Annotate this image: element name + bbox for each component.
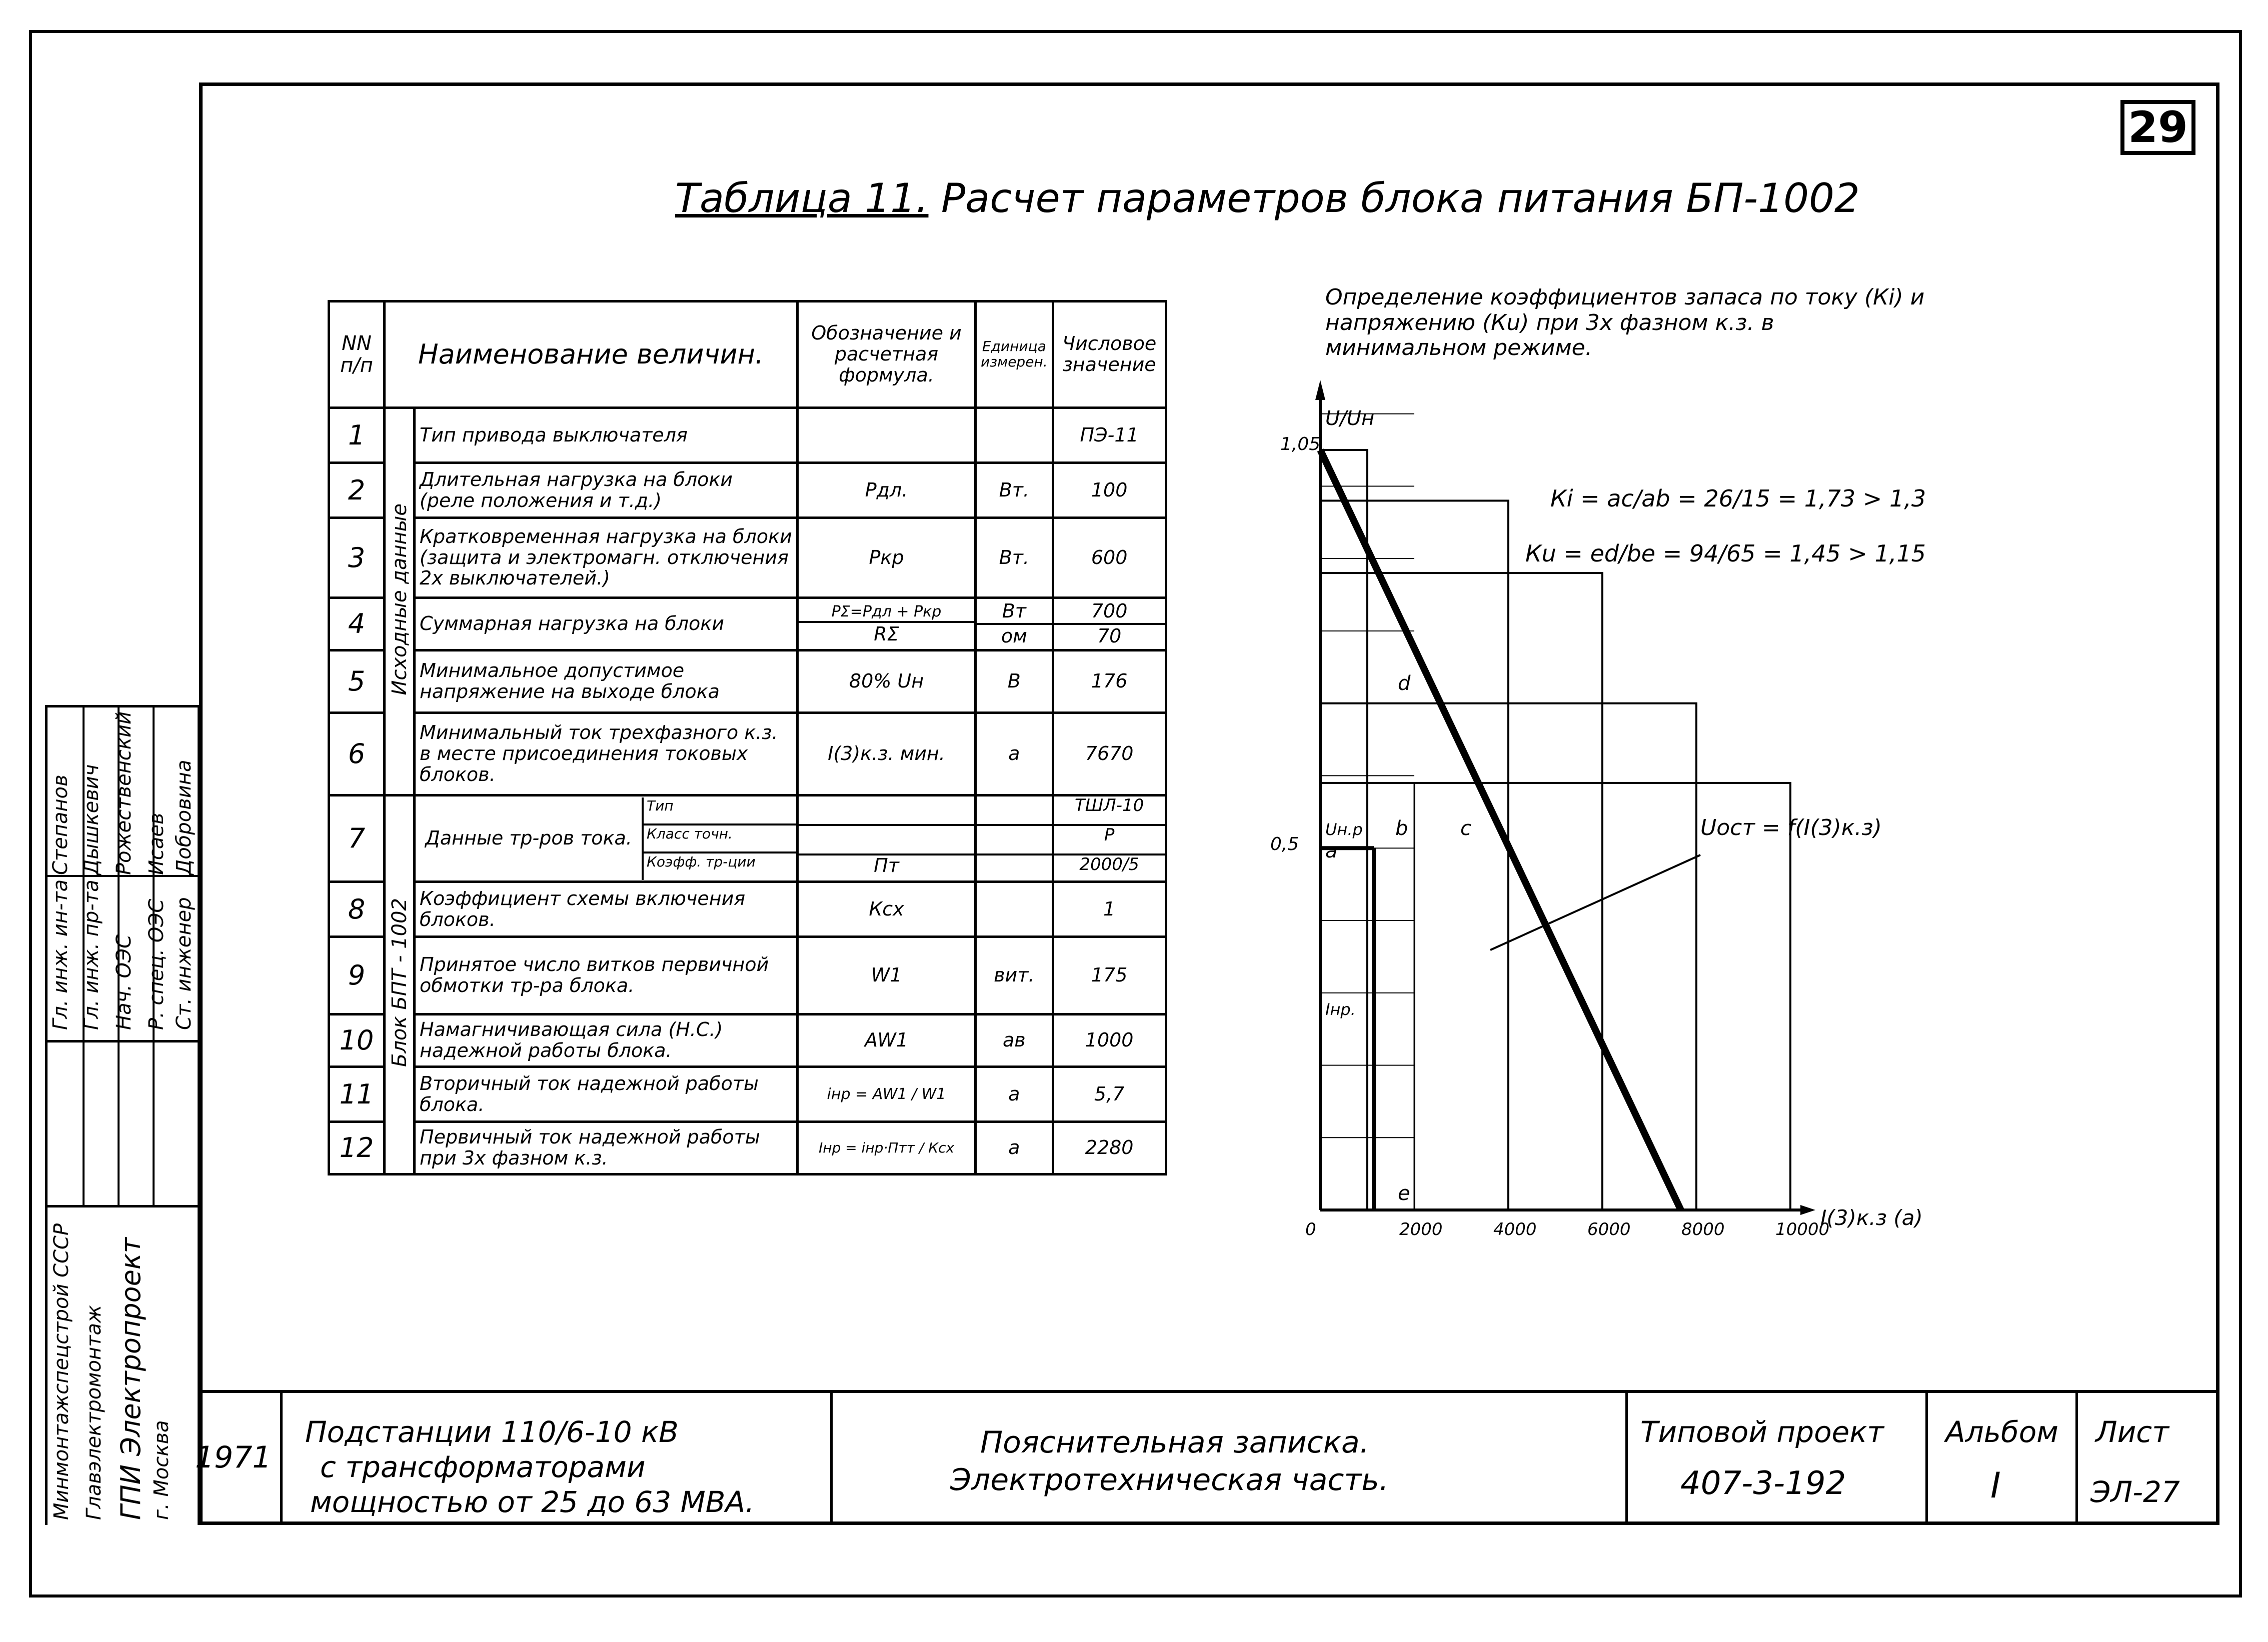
table-title: Расчет параметров блока питания БП-1002 (941, 175, 1860, 222)
row-nn: 6 (329, 713, 385, 796)
row-unit (976, 408, 1053, 463)
stamp-divider (830, 1390, 833, 1525)
group-initial-label: Исходные данные (388, 503, 411, 696)
row-value: 1 (1053, 882, 1166, 937)
role-2: Гл. инж. пр-та (80, 880, 103, 1030)
typical-project-label: Типовой проект (1640, 1415, 1884, 1449)
row-symbol: Ркр (798, 518, 976, 598)
row-name: Длительная нагрузка на блоки (реле положения и т.д.) (415, 463, 798, 518)
header-symbol: Обозначение и расчетная формула. (798, 302, 976, 408)
row-name: Намагничивающая сила (Н.С.) надежной работы блока. (415, 1014, 798, 1067)
table-row (329, 713, 1166, 796)
row-nn: 10 (329, 1014, 385, 1067)
row-unit (976, 796, 1053, 882)
row-symbol (798, 598, 976, 650)
row-unit: ав (976, 1014, 1053, 1067)
row-sub-class: Класс точн. (644, 826, 796, 854)
row-name: Тип привода выключателя (415, 408, 798, 463)
row-value (1053, 796, 1166, 882)
table-row (329, 598, 1166, 650)
row-symbol: Ксх (798, 882, 976, 937)
row-symbol: AW1 (798, 1014, 976, 1067)
row-value-2: 70 (1097, 625, 1122, 647)
x-tick-label: 2000 (1399, 1220, 1443, 1240)
equation-ki: Кi = ac/ab = 26/15 = 1,73 > 1,3 (1550, 485, 1926, 512)
row-sub-ratio: Коэфф. тр-ции (647, 854, 756, 870)
group-initial (385, 408, 415, 796)
header-name: Наименование величин. (385, 302, 798, 408)
chart-grid (1320, 414, 1790, 1210)
doc-title-2: Электротехническая часть. (950, 1462, 1389, 1498)
row-symbol (798, 408, 976, 463)
album-label: Альбом (1945, 1415, 2058, 1449)
table-row (329, 463, 1166, 518)
row-value: 175 (1053, 937, 1166, 1014)
chart-note: Определение коэффициентов запаса по току (Кi) и напряжению (Кu) при 3х фазном к.з. в минимальном режиме. (1325, 284, 1925, 361)
row-value: 100 (1053, 463, 1166, 518)
x-tick-label: 0 (1305, 1220, 1316, 1240)
row-name: Минимальное допустимое напряжение на выходе блока (415, 650, 798, 713)
group-block (385, 796, 415, 1174)
table-row (329, 1067, 1166, 1122)
row-symbol-2: RΣ (874, 622, 899, 645)
stamp-divider (1625, 1390, 1628, 1525)
row-unit-1: Вт (977, 600, 1052, 625)
row-nn: 8 (329, 882, 385, 937)
role-1: Гл. инж. ин-та (49, 879, 72, 1030)
row-nn: 12 (329, 1122, 385, 1174)
row-unit: а (976, 713, 1053, 796)
header-nn: NN п/п (329, 302, 385, 408)
row-symbol: I(3)к.з. мин. (798, 713, 976, 796)
row-value-3: 2000/5 (1079, 854, 1139, 874)
row-nn: 5 (329, 650, 385, 713)
y-axis-arrow (1315, 380, 1325, 400)
row-sub-type: Тип (644, 798, 796, 826)
name-5: Добровина (173, 760, 196, 875)
row-name: Принятое число витков первичной обмотки тр-ра блока. (415, 937, 798, 1014)
row-value: ПЭ-11 (1053, 408, 1166, 463)
table-row (329, 1122, 1166, 1174)
row-value: 7670 (1053, 713, 1166, 796)
row-symbol: W1 (798, 937, 976, 1014)
row-value: 176 (1053, 650, 1166, 713)
table-row (329, 796, 1166, 882)
label-inr: Iнр. (1325, 1000, 1356, 1019)
role-4: Р. спец. ОЭС (145, 898, 168, 1030)
doc-title-1: Пояснительная записка. (980, 1425, 1369, 1460)
row-symbol: Iнр = iнр·Птт / Ксх (798, 1122, 976, 1174)
x-tick-label: 10000 (1775, 1220, 1830, 1240)
header-value: Числовое значение (1053, 302, 1166, 408)
table-row (329, 518, 1166, 598)
stamp-divider (280, 1390, 283, 1525)
calc-table (328, 300, 1167, 1176)
row-unit: а (976, 1122, 1053, 1174)
row-symbol-1: PΣ=Рдл + Ркр (799, 602, 974, 623)
point-c: c (1460, 817, 1471, 840)
name-3: Рожественский (113, 711, 136, 875)
x-axis-arrow (1800, 1205, 1815, 1215)
label-unp: Uн.р (1325, 820, 1363, 839)
row-unit (976, 598, 1053, 650)
typical-project-value: 407-3-192 (1680, 1465, 1846, 1502)
row-name: Кратковременная нагрузка на блоки (защита и электромагн. отключения 2х выключателей.) (415, 518, 798, 598)
table-label: Таблица 11. (675, 175, 929, 222)
row-unit: В (976, 650, 1053, 713)
project-title-1: Подстанции 110/6-10 кВ (305, 1415, 679, 1449)
y-axis-label: U/Uн (1325, 407, 1375, 430)
row-value: 2280 (1053, 1122, 1166, 1174)
row-nn: 7 (329, 796, 385, 882)
x-tick-label: 8000 (1681, 1220, 1725, 1240)
row-name: Минимальный ток трехфазного к.з. в месте присоединения токовых блоков. (415, 713, 798, 796)
row-nn: 4 (329, 598, 385, 650)
role-3: Нач. ОЭС (113, 934, 136, 1030)
project-title-3: мощностью от 25 до 63 МВА. (310, 1485, 755, 1519)
row-symbol: iнр = AW1 / W1 (798, 1067, 976, 1122)
voltage-current-chart (1270, 280, 1940, 1280)
row-name: Первичный ток надежной работы при 3х фазном к.з. (415, 1122, 798, 1174)
label-curve: Uост = f(I(3)к.з) (1700, 815, 1882, 840)
point-a: a (1325, 840, 1338, 862)
y-tick-1-05: 1,05 (1280, 434, 1321, 454)
step-outline (1320, 783, 1790, 1210)
sheet-value: ЭЛ-27 (2090, 1475, 2180, 1509)
album-value: I (1990, 1465, 2001, 1506)
step-outline (1320, 573, 1602, 1210)
row-nn: 9 (329, 937, 385, 1014)
name-4: Исаев (145, 812, 168, 875)
row-symbol: 80% Uн (798, 650, 976, 713)
equation-ku: Кu = ed/be = 94/65 = 1,45 > 1,15 (1525, 540, 1926, 567)
point-b: b (1395, 817, 1408, 840)
y-tick-0-5: 0,5 (1270, 834, 1299, 854)
table-row (329, 650, 1166, 713)
row-value-1: 700 (1054, 600, 1165, 625)
project-title-2: с трансформаторами (320, 1450, 646, 1484)
row-symbol: Рдл. (798, 463, 976, 518)
row-unit-2: ом (1001, 625, 1027, 647)
table-row (329, 882, 1166, 937)
x-tick-label: 6000 (1587, 1220, 1631, 1240)
row-name-main: Данные тр-ров тока. (425, 827, 632, 850)
sheet-label: Лист (2095, 1415, 2169, 1449)
row-value-1: ТШЛ-10 (1054, 796, 1165, 826)
stamp-year: 1971 (195, 1440, 272, 1475)
row-name: Коэффициент схемы включения блоков. (415, 882, 798, 937)
row-unit: а (976, 1067, 1053, 1122)
table-row (329, 937, 1166, 1014)
org-1: Минмонтажспецстрой СССР (50, 1223, 73, 1520)
role-5: Ст. инженер (173, 897, 196, 1030)
row-unit: Вт. (976, 463, 1053, 518)
row-symbol (798, 796, 976, 882)
row-value (1053, 598, 1166, 650)
org-3: ГПИ Электропроект (115, 1238, 147, 1520)
row-value: 5,7 (1053, 1067, 1166, 1122)
row-unit (976, 882, 1053, 937)
row-nn: 1 (329, 408, 385, 463)
table-row (329, 1014, 1166, 1067)
page-title (675, 175, 1860, 222)
table-header-row (329, 302, 1166, 408)
x-tick-labels (1305, 1220, 1829, 1240)
name-1: Степанов (49, 774, 72, 875)
stamp-divider (2075, 1390, 2078, 1525)
row-unit: Вт. (976, 518, 1053, 598)
point-d: d (1398, 672, 1411, 695)
row-name: Суммарная нагрузка на блоки (415, 598, 798, 650)
row-nn: 3 (329, 518, 385, 598)
row-name: Вторичный ток надежной работы блока. (415, 1067, 798, 1122)
org-2: Главэлектромонтаж (83, 1304, 106, 1520)
row-nn: 2 (329, 463, 385, 518)
row-value: 600 (1053, 518, 1166, 598)
sheet-number: 29 (2120, 100, 2195, 155)
table-row (329, 408, 1166, 463)
row-unit: вит. (976, 937, 1053, 1014)
org-4: г. Москва (150, 1420, 173, 1520)
row-value: 1000 (1053, 1014, 1166, 1067)
header-unit: Единица измерен. (976, 302, 1053, 408)
row-name (415, 796, 798, 882)
x-tick-label: 4000 (1493, 1220, 1537, 1240)
x-axis-label: I(3)к.з (а) (1820, 1206, 1923, 1230)
group-block-label: Блок БПТ - 1002 (388, 898, 411, 1068)
name-2: Дышкевич (80, 764, 103, 875)
stamp-top-line (199, 1390, 2219, 1393)
row-value-2: Р (1054, 826, 1165, 856)
row-nn: 11 (329, 1067, 385, 1122)
point-e: e (1398, 1182, 1410, 1205)
stamp-divider (1925, 1390, 1928, 1525)
row-symbol-3: Пт (874, 854, 899, 876)
